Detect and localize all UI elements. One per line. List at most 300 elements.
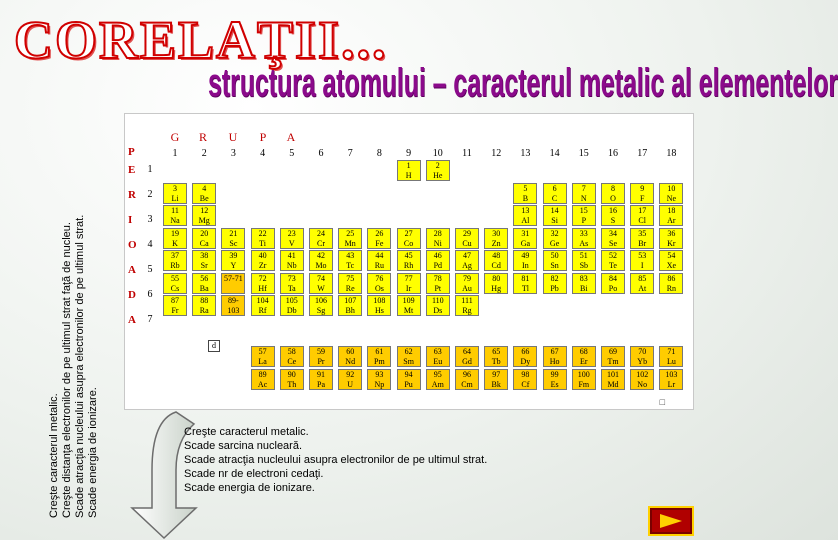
- element-cell: [513, 228, 537, 249]
- element-cell: [221, 250, 245, 271]
- element-cell: [338, 346, 362, 367]
- element-symbol: Os: [374, 283, 384, 293]
- element-cell: [630, 250, 654, 271]
- atomic-number: 28: [433, 228, 442, 238]
- element-symbol: Tc: [346, 261, 355, 270]
- group-number: 18: [666, 148, 677, 159]
- element-symbol: Yb: [637, 357, 648, 366]
- atomic-number: 83: [579, 273, 588, 283]
- group-number: 8: [376, 148, 382, 159]
- element-cell: [397, 369, 421, 390]
- element-cell: [426, 369, 450, 390]
- group-header-letter: A: [286, 130, 296, 144]
- atomic-number: 19: [171, 228, 179, 238]
- atomic-number: 58: [287, 347, 296, 356]
- atomic-number: 94: [404, 369, 413, 379]
- element-cell: [280, 273, 304, 294]
- element-cell: [163, 205, 187, 226]
- element-cell: [251, 295, 275, 316]
- element-cell: [397, 250, 421, 271]
- atomic-number: 101: [607, 369, 619, 379]
- element-cell: [659, 273, 683, 294]
- element-symbol: Hf: [258, 283, 267, 293]
- element-cell: [251, 273, 275, 294]
- element-cell: [397, 346, 421, 367]
- element-symbol: Ir: [405, 283, 412, 293]
- atomic-number: 74: [317, 273, 325, 283]
- atomic-number: 81: [521, 273, 530, 283]
- element-symbol: S: [610, 216, 616, 225]
- element-symbol: Lr: [667, 379, 676, 389]
- atomic-number: 73: [287, 273, 296, 283]
- element-symbol: Bi: [580, 283, 588, 293]
- group-number: 15: [578, 148, 589, 159]
- element-symbol: Rg: [462, 306, 472, 315]
- element-symbol: Be: [199, 193, 209, 203]
- atomic-number: 85: [638, 273, 647, 283]
- element-symbol: Al: [521, 216, 530, 225]
- element-symbol: Ag: [462, 261, 472, 270]
- atomic-number: 60: [346, 347, 355, 356]
- element-cell: [601, 273, 625, 294]
- atomic-number: 42: [317, 251, 325, 260]
- atomic-number: 66: [521, 347, 530, 356]
- element-cell: [484, 228, 508, 249]
- atomic-number: 31: [521, 228, 530, 238]
- element-cell: [280, 228, 304, 249]
- bottom-line: Scade sarcina nucleară.: [184, 440, 303, 452]
- element-symbol: Tl: [521, 283, 529, 293]
- element-cell: [455, 295, 479, 316]
- element-symbol: Am: [431, 379, 444, 389]
- element-cell: [426, 250, 450, 271]
- atomic-number: 10: [667, 183, 676, 193]
- element-cell: [484, 250, 508, 271]
- element-symbol: Rn: [666, 283, 677, 293]
- atomic-number: 95: [433, 369, 442, 379]
- element-symbol: Pr: [317, 357, 325, 366]
- element-symbol: Ho: [549, 357, 560, 366]
- atomic-number: 20: [200, 228, 209, 238]
- element-symbol: In: [522, 261, 529, 270]
- element-cell: [543, 183, 567, 204]
- atomic-number: 8: [611, 183, 615, 193]
- element-cell: [163, 250, 187, 271]
- element-symbol: H: [405, 171, 412, 180]
- element-cell: [659, 250, 683, 271]
- element-cell: [484, 346, 508, 367]
- period-letter: D: [128, 289, 136, 301]
- element-cell: [309, 346, 333, 367]
- element-symbol: Ga: [520, 238, 531, 248]
- element-symbol: Br: [638, 238, 647, 248]
- atomic-number: 41: [287, 251, 296, 260]
- atomic-number: 49: [521, 251, 530, 260]
- group-number: 9: [406, 148, 412, 159]
- atomic-number: 1: [406, 161, 411, 170]
- element-symbol: O: [610, 193, 616, 203]
- group-number: 7: [347, 148, 353, 159]
- atomic-number: 57-71: [224, 273, 243, 283]
- atomic-number: 80: [492, 273, 501, 283]
- atomic-number: 88: [200, 296, 209, 305]
- element-symbol: At: [638, 283, 647, 293]
- element-symbol: Te: [609, 261, 617, 270]
- element-cell: [455, 369, 479, 390]
- element-cell: [513, 205, 537, 226]
- element-cell: [251, 369, 275, 390]
- atomic-number: 110: [431, 296, 444, 305]
- element-cell: [280, 369, 304, 390]
- element-symbol: Fr: [171, 306, 179, 315]
- element-cell: [659, 205, 683, 226]
- period-letter: A: [128, 264, 136, 276]
- element-symbol: V: [288, 238, 295, 248]
- element-cell: [630, 205, 654, 226]
- element-cell: [572, 183, 596, 204]
- element-cell: [309, 369, 333, 390]
- element-symbol: Pb: [550, 283, 559, 293]
- element-cell: [309, 250, 333, 271]
- group-number: 10: [432, 148, 443, 159]
- vertical-trend-text: [18, 112, 100, 518]
- element-symbol: Ac: [257, 379, 268, 389]
- element-cell: [513, 273, 537, 294]
- atomic-number: 27: [404, 228, 413, 238]
- atomic-number: 21: [229, 228, 238, 238]
- atomic-number: 26: [375, 228, 384, 238]
- vertical-line: Creşte distanţa electronilor de pe ultimul strat faţă de nucleu.: [61, 222, 73, 518]
- element-symbol: Dy: [520, 357, 531, 366]
- group-header-letter: G: [170, 130, 180, 144]
- element-symbol: N: [580, 193, 587, 203]
- element-symbol: Tm: [607, 357, 619, 366]
- element-cell: [367, 250, 391, 271]
- element-symbol: Cu: [462, 238, 472, 248]
- vertical-line: Scade energia de ionizare.: [87, 387, 99, 518]
- element-cell: [543, 273, 567, 294]
- element-symbol: Xe: [666, 261, 677, 270]
- element-symbol: I: [640, 261, 644, 270]
- atomic-number: 40: [258, 251, 267, 260]
- element-symbol: Mg: [198, 216, 210, 225]
- element-cell: [601, 183, 625, 204]
- element-cell: [601, 228, 625, 249]
- group-number: 4: [260, 148, 266, 159]
- element-cell: [601, 250, 625, 271]
- element-cell: [309, 273, 333, 294]
- element-symbol: Sg: [316, 306, 326, 315]
- element-cell: [659, 183, 683, 204]
- element-symbol: Sb: [579, 261, 589, 270]
- group-number: 12: [491, 148, 502, 159]
- element-cell: [397, 273, 421, 294]
- atomic-number: 32: [550, 228, 559, 238]
- element-symbol: Au: [462, 283, 472, 293]
- atomic-number: 11: [171, 206, 179, 215]
- atomic-number: 97: [492, 369, 501, 379]
- atomic-number: 65: [492, 347, 501, 356]
- element-cell: [163, 228, 187, 249]
- period-number: 2: [147, 189, 153, 200]
- element-cell: [338, 273, 362, 294]
- atomic-number: 14: [550, 206, 559, 215]
- element-cell: [426, 346, 450, 367]
- atomic-number: 38: [200, 251, 209, 260]
- element-symbol: Ge: [549, 238, 560, 248]
- element-cell: [484, 369, 508, 390]
- vertical-line: Creşte caracterul metalic.: [48, 393, 60, 518]
- element-cell: [630, 228, 654, 249]
- period-letter: R: [128, 189, 136, 201]
- element-symbol: Ne: [666, 193, 677, 203]
- element-symbol: Cm: [461, 379, 473, 389]
- atomic-number: 54: [667, 251, 676, 260]
- period-number: 7: [147, 314, 153, 325]
- element-symbol: Pm: [374, 357, 385, 366]
- atomic-number: 77: [404, 273, 413, 283]
- element-symbol: K: [172, 238, 178, 248]
- element-symbol: Es: [550, 379, 559, 389]
- bottom-line: Scade atracţia nucleului asupra electronilor de pe ultimul strat.: [184, 454, 488, 466]
- group-header-letter: P: [259, 130, 267, 144]
- atomic-number: 89: [258, 369, 267, 379]
- group-number: 5: [289, 148, 295, 159]
- element-cell: [367, 346, 391, 367]
- element-symbol: Ni: [433, 238, 442, 248]
- atomic-number: 109: [402, 296, 415, 305]
- element-symbol: Np: [374, 379, 385, 389]
- element-cell: [630, 273, 654, 294]
- element-symbol: Si: [551, 216, 558, 225]
- element-cell: [280, 250, 304, 271]
- element-cell: [659, 346, 683, 367]
- atomic-number: 87: [171, 296, 179, 305]
- atomic-number: 96: [463, 369, 471, 379]
- group-header-letter: R: [198, 130, 207, 144]
- element-symbol: Cd: [491, 261, 501, 270]
- element-cell: [367, 295, 391, 316]
- corner-mark: □: [659, 397, 665, 407]
- element-symbol: Db: [286, 306, 297, 315]
- atomic-number: 45: [404, 251, 413, 260]
- atomic-number: 43: [346, 251, 355, 260]
- element-symbol: Ta: [287, 283, 296, 293]
- next-slide-button[interactable]: [648, 506, 694, 536]
- element-symbol: Co: [403, 238, 414, 248]
- atomic-number: 5: [523, 183, 528, 193]
- atomic-number: 108: [373, 296, 386, 305]
- element-symbol: F: [639, 193, 645, 203]
- periodic-table: [124, 113, 694, 410]
- element-symbol: Mt: [403, 306, 414, 315]
- atomic-number: 93: [375, 369, 384, 379]
- element-cell: [513, 369, 537, 390]
- element-cell: [192, 295, 216, 316]
- element-cell: [221, 295, 245, 316]
- element-cell: [572, 205, 596, 226]
- atomic-number: 111: [461, 296, 473, 305]
- atomic-number: 13: [521, 206, 530, 215]
- atomic-number: 68: [579, 347, 588, 356]
- atomic-number: 7: [581, 183, 586, 193]
- atomic-number: 64: [463, 347, 471, 356]
- atomic-number: 46: [433, 251, 442, 260]
- element-cell: [397, 160, 421, 181]
- element-symbol: Bk: [491, 379, 501, 389]
- element-cell: [513, 346, 537, 367]
- element-cell: [251, 346, 275, 367]
- element-cell: [630, 369, 654, 390]
- atomic-number: 78: [433, 273, 442, 283]
- group-number: 2: [201, 148, 207, 159]
- atomic-number: 36: [667, 228, 676, 238]
- element-symbol: Cs: [170, 283, 180, 293]
- element-cell: [572, 346, 596, 367]
- atomic-number: 53: [638, 251, 647, 260]
- element-symbol: Sr: [200, 261, 208, 270]
- atomic-number: 72: [258, 273, 267, 283]
- period-number: 6: [147, 289, 153, 300]
- element-symbol: Bh: [345, 306, 355, 315]
- element-symbol: Kr: [667, 238, 676, 248]
- atomic-number: 61: [375, 347, 384, 356]
- element-cell: [367, 369, 391, 390]
- element-cell: [192, 250, 216, 271]
- element-symbol: Pt: [434, 283, 442, 293]
- element-cell: [426, 295, 450, 316]
- element-symbol: Se: [609, 238, 617, 248]
- period-letter: A: [128, 314, 136, 326]
- element-symbol: Hg: [491, 283, 502, 293]
- element-cell: [543, 250, 567, 271]
- element-cell: [543, 346, 567, 367]
- atomic-number: 29: [463, 228, 471, 238]
- element-cell: [163, 295, 187, 316]
- element-symbol: Ba: [199, 283, 209, 293]
- element-cell: [221, 273, 245, 294]
- atomic-number: 24: [317, 228, 325, 238]
- element-symbol: Y: [230, 261, 237, 270]
- element-symbol: La: [258, 357, 267, 366]
- element-cell: [455, 228, 479, 249]
- element-symbol: Hs: [374, 306, 384, 315]
- atomic-number: 57: [258, 347, 267, 356]
- atomic-number: 69: [609, 347, 617, 356]
- atomic-number: 37: [171, 251, 179, 260]
- element-symbol: Pu: [404, 379, 413, 389]
- element-symbol: Ds: [433, 306, 443, 315]
- atomic-number: 62: [404, 347, 413, 356]
- element-cell: [338, 250, 362, 271]
- atomic-number: 52: [609, 251, 617, 260]
- element-cell: [426, 160, 450, 181]
- element-cell: [367, 228, 391, 249]
- element-cell: [484, 273, 508, 294]
- element-symbol: Sn: [550, 261, 559, 270]
- atomic-number: 63: [433, 347, 442, 356]
- atomic-number: 98: [521, 369, 530, 379]
- atomic-number: 82: [550, 273, 559, 283]
- atomic-number: 67: [550, 347, 559, 356]
- element-symbol: Th: [287, 379, 297, 389]
- element-cell: [630, 183, 654, 204]
- atomic-number: 71: [667, 347, 676, 356]
- element-symbol: Li: [171, 193, 179, 203]
- atomic-number: 102: [636, 369, 649, 379]
- group-number: 13: [520, 148, 531, 159]
- p-label: P: [128, 146, 135, 158]
- element-cell: [426, 273, 450, 294]
- element-symbol: He: [433, 171, 443, 180]
- atomic-number: 91: [317, 369, 325, 379]
- element-symbol: Fm: [578, 379, 590, 389]
- element-cell: [572, 273, 596, 294]
- atomic-number: 75: [346, 273, 355, 283]
- element-symbol: Ce: [287, 357, 297, 366]
- period-number: 5: [147, 264, 153, 275]
- bottom-line: Scade nr de electroni cedaţi.: [184, 468, 324, 480]
- element-symbol: Mo: [315, 261, 327, 270]
- atomic-number: 22: [258, 228, 267, 238]
- group-number: 14: [549, 148, 560, 159]
- element-cell: [543, 205, 567, 226]
- element-symbol: U: [347, 379, 354, 389]
- element-cell: [601, 346, 625, 367]
- element-cell: [543, 228, 567, 249]
- atomic-number: 99: [550, 369, 559, 379]
- period-letter: E: [128, 164, 136, 176]
- element-symbol: Rf: [258, 306, 267, 315]
- play-arrow-icon: [660, 514, 682, 528]
- element-symbol: Re: [345, 283, 355, 293]
- group-header-letter: U: [228, 130, 238, 144]
- group-number: 11: [462, 148, 472, 159]
- slide-title: CORELAŢII...: [14, 10, 388, 70]
- element-symbol: Cl: [638, 216, 646, 225]
- element-cell: [426, 228, 450, 249]
- period-number: 4: [147, 239, 153, 250]
- element-symbol: Mn: [344, 238, 356, 248]
- atomic-number: 70: [638, 347, 647, 356]
- element-symbol: Nd: [345, 357, 356, 366]
- element-symbol: Ru: [374, 261, 385, 270]
- element-symbol: B: [522, 193, 529, 203]
- group-number: 17: [637, 148, 648, 159]
- element-cell: [513, 250, 537, 271]
- element-symbol: Zr: [258, 261, 267, 270]
- element-cell: [455, 250, 479, 271]
- element-symbol: Ca: [199, 238, 209, 248]
- element-symbol: Eu: [433, 357, 443, 366]
- element-cell: [455, 346, 479, 367]
- element-cell: [192, 228, 216, 249]
- atomic-number: 48: [492, 251, 501, 260]
- element-cell: [338, 228, 362, 249]
- atomic-number: 89-103: [227, 296, 240, 315]
- element-cell: [659, 228, 683, 249]
- atomic-number: 2: [435, 161, 440, 170]
- element-cell: [572, 250, 596, 271]
- atomic-number: 4: [202, 183, 207, 193]
- element-cell: [192, 205, 216, 226]
- element-symbol: Na: [170, 216, 180, 225]
- atomic-number: 35: [638, 228, 647, 238]
- element-cell: [192, 183, 216, 204]
- element-symbol: Tb: [491, 357, 501, 366]
- atomic-number: 100: [577, 369, 590, 379]
- element-symbol: Rh: [403, 261, 414, 270]
